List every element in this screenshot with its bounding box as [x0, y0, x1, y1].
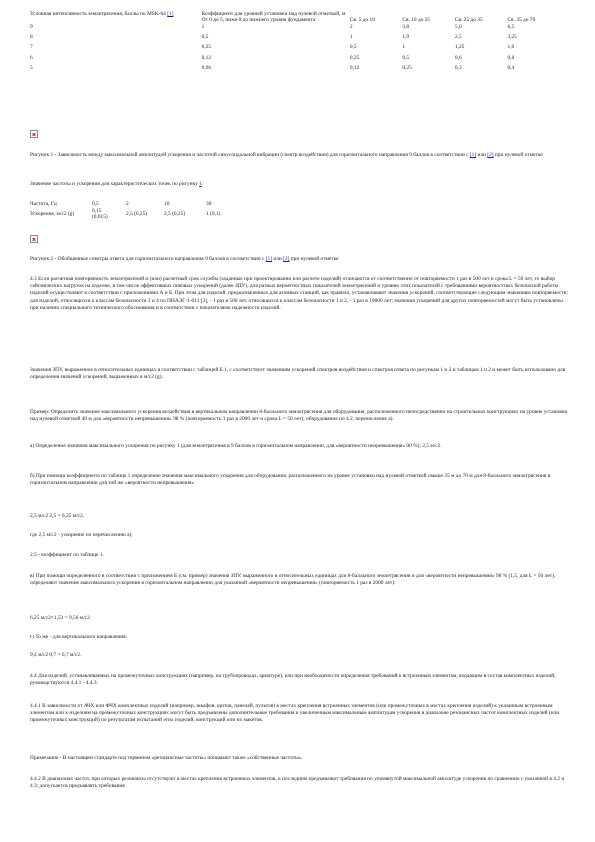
paragraph-4-4: 4.4 Для изделий, устанавливаемых на промежуточных конструкциях (например, на трубопроводах, арматуре), или при необходимости определения требований к встроенным элементам, входящим в состав комплектных изделий, руководствуются 4.4.1 - 4.4.3.	[30, 673, 556, 687]
paragraph-g: г) То же - для вертикального направления:	[30, 634, 128, 640]
figure-2-caption: Рисунок 2 - Обобщенные спектры ответа для горизонтального направления 9 баллов в соответствии с [1] или [2] при нулевой отметке	[30, 256, 339, 262]
table-row: Частота, Гц 0,5 2 10 30	[30, 201, 212, 207]
ref-link-1[interactable]: [1]	[265, 256, 272, 262]
formula-1-note: где 2,5 м/с2 - ускорение по перечислению а);	[30, 532, 133, 538]
table-row: 8 0,5 1 1,9 2,5 3,25	[30, 34, 517, 41]
paragraph-4-4-1: 4.4.1 В зависимости от АЧХ или ФЧХ комплектных изделий (например, шкафов, щитов, панелей, пультов) в местах крепления встроенных элементов (или промежуточных в местах крепления изделий) к указанным встроенным элементам или к изделиям на промежуточных конструкциях могут быть предъявлены дополнительные требования к увеличенным максимальным амплитудам ускорения в диапазоне резонансных частот комплектных изделий (или промежуточных конструкций) по результатам испытаний этих изделий, конструкций или их макетов.	[30, 703, 560, 724]
paragraph-v: в) При помощи определенного в соответствии с приложением Б (см. пример) значения ЗПУ, выраженного в относительных единицах для 8-балльного землетрясения и для «вероятности непревышения» 98 % (1,5, для L = 50 лет), определяют значение максимального ускорения в горизонтальном направлении для указанной «вероятности непревышения» (повторяемость 1 раз в 2000 лет):	[30, 573, 556, 587]
table-row: Ускорение, м/с2 (g) 0,15 (0,015) 2,5 (0,25) 2,5 (0,25) 1 (0,1)	[30, 207, 221, 221]
figure-link-1[interactable]: 1	[199, 181, 202, 187]
paragraph-b: б) При помощи коэффициента по таблице 1 определение значения максимального ускорения для оборудования, расположенного на уровне установки над нулевой отметкой свыше 35 м до 70 м для 8-балльного землетрясения в горизонтальном направлении для той же «вероятности непревышения»	[30, 473, 551, 487]
formula-1: 2,5 м/с2 2,5 = 6,25 м/с2,	[30, 513, 85, 519]
broken-image-icon	[30, 235, 38, 243]
ref-link-2[interactable]: [2]	[283, 256, 290, 262]
table-row: 7 0,25 0,5 1 1,25 1,6	[30, 44, 515, 51]
ref-link-2[interactable]: [2]	[487, 152, 494, 158]
paragraph-4-4-2: 4.4.2 В диапазонах частот, при которых резонансы отсутствуют в местах крепления встроенных элементов, к последним предъявляют требования по упомянутой максимальной амплитуде ускорения по сравнению с указанной в 4.2 и 4.3; допускается предъявлять требования	[30, 776, 565, 790]
table-subheader: Св. 5 до 10	[349, 17, 375, 24]
paragraph-4-3: 4.3 Если расчетная повторяемость землетрясений и (или) расчетный срок службы (заданные при проектировании или расчете изделий) отличаются от соответственно от повторяемости 1 раз в 500 лет и срока L = 50 лет, то выбор сейсмических нагрузок на изделие, в том числе эффективных пиковых ускорений (далее ЗПУ), для разных вероятностных показателей землетрясений и уровню этих показателей с требованиями вероятностных безопасной работы изделий осуществляют в соответствии с приложениями А и Б. При этом для изделий, предназначенных для атомных станций, как правило, устанавливают значения ускорений, соответствующие следующим значениям повторяемости: для изделий, относящихся к классам безопасности 3 и 4 по ПНАЭГ-1-011 [3], - 1 раз в 500 лет, относящихся к классам безопасности 1 и 2, - 1 раз в 10000 лет; значения ускорений для других повторяемостей могут быть установлены при наличии специального технического обоснования и в соответствии с показателями надежности изделий.	[30, 276, 568, 311]
table-row: 9 1 2 3,8 5,0 6,5	[30, 23, 515, 30]
paragraph-zpu: Значения ЗПУ, выраженное в относительных единицах в соответствии с таблицей Б.1, с соответствует значениям ускорений спектров воздействия и спектров ответа по рисункам 1 и 2 и таблицам 1 и 2 и может быть использовано для определения значений ускорений, выраженных в м/с2 (g).	[30, 367, 566, 381]
table-subheader: Св. 35 до 70	[507, 17, 536, 24]
table-subheader: Св. 25 до 35	[454, 17, 483, 24]
broken-image-icon	[30, 130, 38, 138]
frequency-intro: Значение частоты и ускорения для характеристических точек по рисунку 1:	[30, 181, 204, 187]
formula-1-note-2: 2,5 - коэффициент по таблице 1.	[30, 552, 104, 558]
table-row: 5 0,06 0,12 0,25 0,3 0,4	[30, 65, 515, 71]
frequency-table	[30, 201, 570, 221]
formula-3: 9,4 м/с2 0,7 = 6,7 м/с2.	[30, 652, 82, 658]
figure-1-caption: Рисунок 1 - Зависимость между максимальной амплитудой ускорения и частотой синусоидальной вибрации (спектр воздействия) для горизонтального направления 9 баллов в соответствии с [1] или [2] при нулевой отметке	[30, 152, 543, 158]
document-page	[30, 11, 570, 790]
ref-link-1[interactable]: [1]	[167, 11, 174, 17]
formula-2: 6,25 м/с2×1,53 = 9,56 м/с2.	[30, 615, 92, 621]
paragraph-example: Пример: Определить значение максимального ускорения воздействия в вертикальном направлении 8-балльного землетрясения для оборудования, расположенного непосредственно на строительных конструкциях на уровне установки над нулевой отметкой 40 м для «вероятности непревышения» 98 % (повторяемость 1 раз в 2000 лет и срока L = 50 лет); оборудование по 4.2, перечисление а).	[30, 409, 568, 423]
paragraph-note: Примечание - В настоящем стандарте под термином «резонансные частоты» понимают также «собственные частоты».	[30, 755, 303, 761]
table-subheader: Св. 10 до 25	[402, 17, 431, 24]
ref-link-1[interactable]: [1]	[469, 152, 477, 158]
table-subheader: От 0 до 5, ниже 0 до нижнего уровня фундамента	[201, 17, 316, 24]
coefficient-table	[30, 11, 560, 75]
table-header-group: Коэффициент для уровней установки над нулевой отметкой, м	[201, 11, 346, 17]
table-row: 6 0,12 0,25 0,5 0,6 0,8	[30, 54, 515, 61]
table-header-intensity: Условная интенсивность землетрясения, баллы по MSK-64 [1]	[30, 11, 174, 17]
paragraph-a: а) Определение значения максимального ускорения по рисунку 1 (для землетрясения в 9 баллов в горизонтальном направлении, для «вероятности непревышения» 90 %); 2,5 м/с2.	[30, 443, 442, 449]
